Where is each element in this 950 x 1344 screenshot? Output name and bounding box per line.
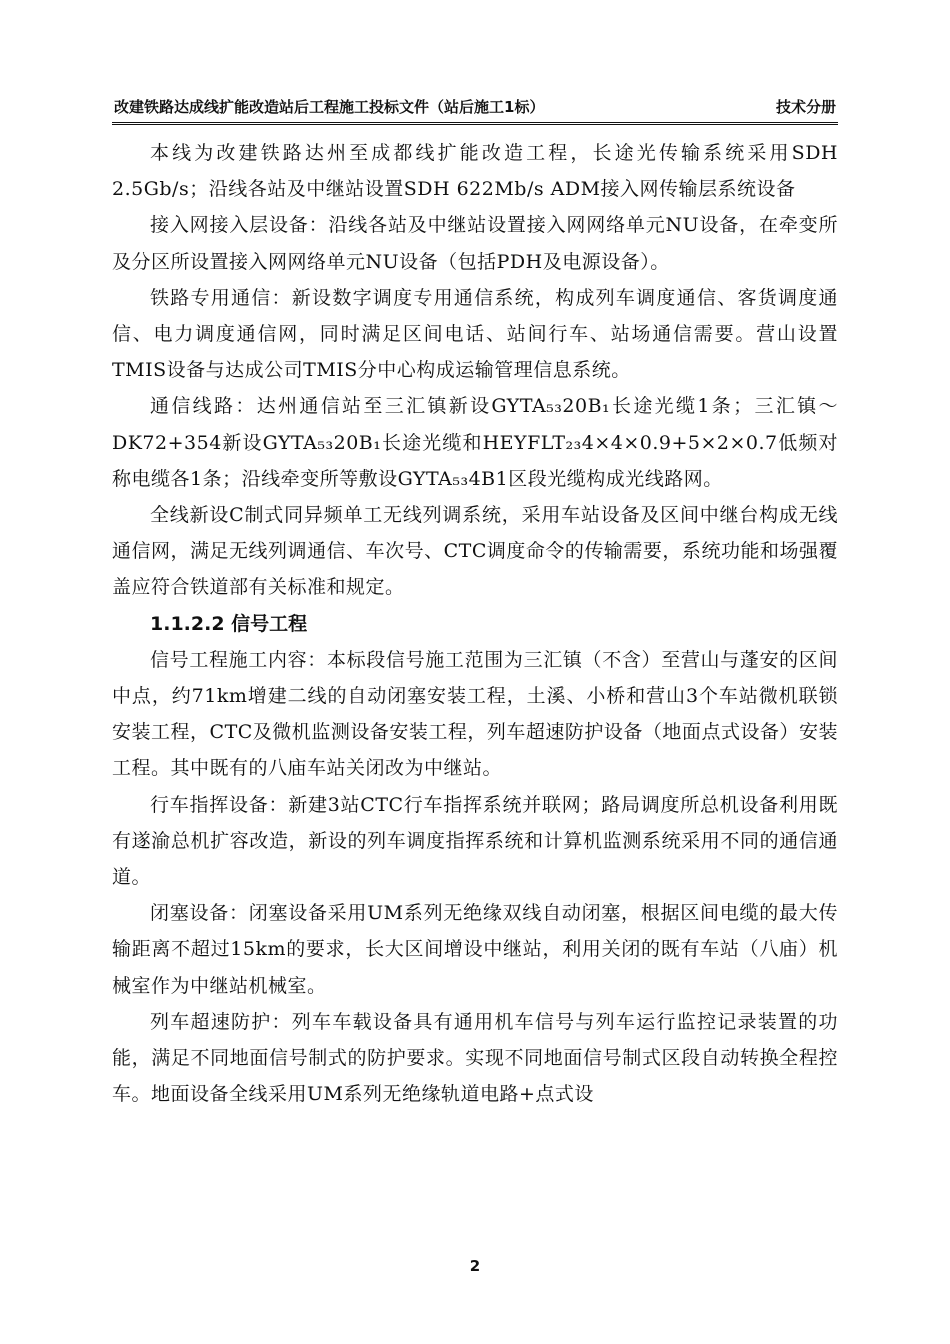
paragraph-block-equipment: 闭塞设备：闭塞设备采用UM系列无绝缘双线自动闭塞，根据区间电缆的最大传输距离不超过15km的要求，长大区间增设中继站，利用关闭的既有车站（八庙）机械室作为中继站机械室。 bbox=[112, 902, 838, 997]
header-document-title: 改建铁路达成线扩能改造站后工程施工投标文件（站后施工1标） bbox=[114, 98, 545, 116]
paragraph-signal-scope: 信号工程施工内容：本标段信号施工范围为三汇镇（不含）至营山与蓬安的区间中点，约71km增建二线的自动闭塞安装工程，土溪、小桥和营山3个车站微机联锁安装工程，CTC及微机监测设备安装工程，列车超速防护设备（地面点式设备）安装工程。其中既有的八庙车站关闭改为中继站。 bbox=[112, 648, 838, 780]
paragraph-traffic-command: 行车指挥设备：新建3站CTC行车指挥系统并联网；路局调度所总机设备利用既有遂渝总机扩容改造，新设的列车调度指挥系统和计算机监测系统采用不同的通信通道。 bbox=[112, 793, 838, 889]
paragraph-communication-lines: 通信线路：达州通信站至三汇镇新设GYTA₅₃20B₁长途光缆1条；三汇镇～DK72+354新设GYTA₅₃20B₁长途光缆和HEYFLT₂₃4×4×0.9+5×2×0.7低频对称电缆各1条；沿线牵变所等敷设GYTA₅₃4B1区段光缆构成光线路网。 bbox=[112, 395, 838, 490]
section-heading-signal-engineering: 1.1.2.2 信号工程 bbox=[150, 612, 308, 635]
paragraph-wireless-dispatch: 全线新设C制式同异频单工无线列调系统，采用车站设备及区间中继台构成无线通信网，满足无线列调通信、车次号、CTC调度命令的传输需要，系统功能和场强覆盖应符合铁道部有关标准和规定。 bbox=[112, 504, 838, 599]
page-header bbox=[112, 94, 838, 125]
paragraph-access-layer: 接入网接入层设备：沿线各站及中继站设置接入网网络单元NU设备，在牵变所及分区所设置接入网网络单元NU设备（包括PDH及电源设备）。 bbox=[112, 214, 838, 273]
paragraph-transmission: 本线为改建铁路达州至成都线扩能改造工程，长途光传输系统采用SDH 2.5Gb/s；沿线各站及中继站设置SDH 622Mb/s ADM接入网传输层系统设备 bbox=[112, 142, 838, 201]
paragraph-overspeed-protection: 列车超速防护：列车车载设备具有通用机车信号与列车运行监控记录装置的功能，满足不同地面信号制式的防护要求。实现不同地面信号制式区段自动转换全程控车。地面设备全线采用UM系列无绝缘轨道电路+点式设 bbox=[112, 1010, 838, 1106]
page-number: 2 bbox=[469, 1257, 481, 1275]
document-body bbox=[112, 135, 838, 1112]
header-section-name: 技术分册 bbox=[775, 98, 836, 116]
paragraph-railway-communication: 铁路专用通信：新设数字调度专用通信系统，构成列车调度通信、客货调度通信、电力调度通信网，同时满足区间电话、站间行车、站场通信需要。营山设置TMIS设备与达成公司TMIS分中心构成运输管理信息系统。 bbox=[112, 286, 838, 382]
